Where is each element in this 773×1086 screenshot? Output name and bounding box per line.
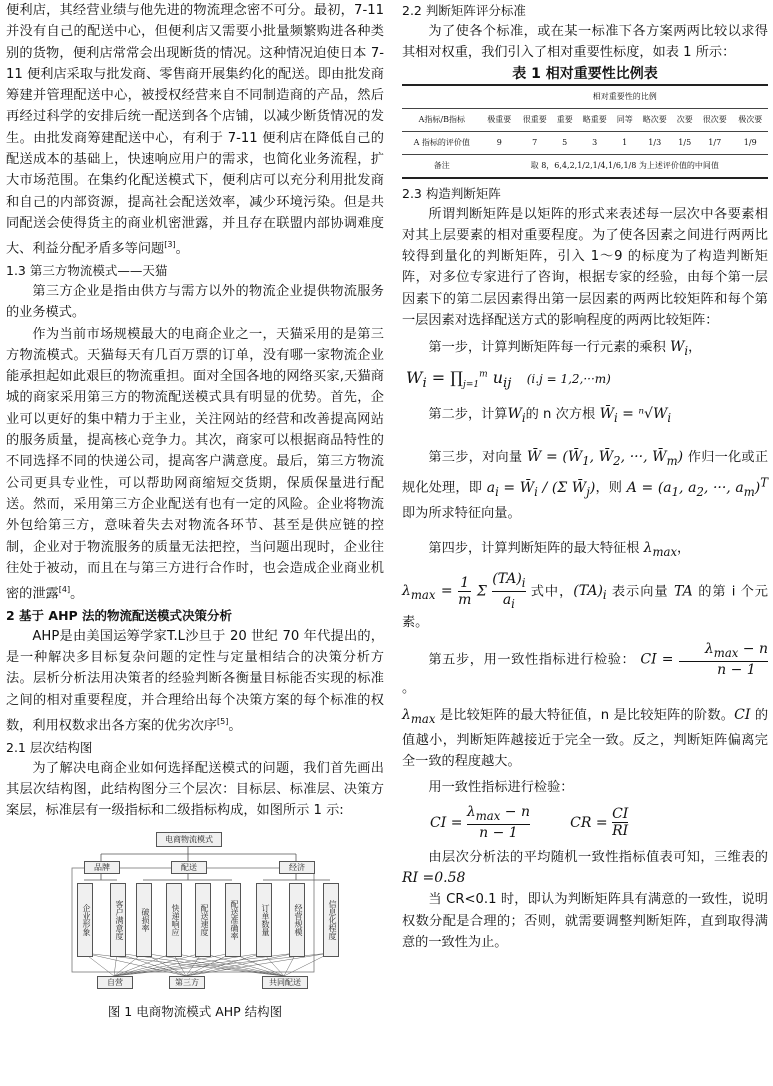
- subcriteria-node: 配送速度: [195, 883, 211, 957]
- paragraph: 作为当前市场规模最大的电商企业之一，天猫采用的是第三方物流模式。天猫每天有几百万票的订单，没有哪一家物流企业能承担起如此艰巨的物流重担。面对全国各地的网络买家,天猫商城的商家采用第三方的物流配送模式具有明显的优势。首先，企业可以更好的集中精力于主业，关注网站的经营和改善提高网站的服务质量，提高核心竞争力。其次，商家可以根据商品特性的不同选择不同的快递公司，提高客户满意度。最后，第三方物流公司更具专业性，可以帮助网商缩短交货期，保质保量进行配送。然而，采用第三方企业配送有也有一定的风险。企业将物流外包给第三方，意味着失去对物流各环节、甚至是供应链的控制，企业对于物流服务的质量无法把控，当问题出现时，企业往往处于被动，而且在与第三方进行合作时，也会造成企业商业机密的泄露[4]。: [6, 326, 384, 602]
- step-5: 第五步，用一致性指标进行检验： CI = $\frac{\lambda_{max} - n}{n - 1}$ 。: [402, 640, 768, 696]
- formula-product: $W_i$ = $\prod_{j=1}^m$ $u_{ij}$ (i.j = 1,2,···m): [406, 368, 611, 392]
- table-row: A 指标的评价值 9 7 5 3 1 1/3 1/5 1/7 1/9: [413, 138, 757, 148]
- right-column: [402, 0, 768, 953]
- alternative-node: 自营: [97, 976, 133, 989]
- subcriteria-node: 配送准确率: [225, 883, 241, 957]
- section-heading-2: 2 基于 AHP 法的物流配送模式决策分析: [6, 607, 233, 623]
- paragraph: 为了使各个标准，或在某一标准下各方案两两比较以求得其相对权重，我们引入了相对重要性标度，如表 1 所示：: [402, 24, 768, 61]
- paragraph: $\lambda_{max}$ 是比较矩阵的最大特征值，n 是比较矩阵的阶数。CI 的值越小，判断矩阵越接近于完全一致。反之，判断矩阵偏离完全一致的程度越大。: [402, 706, 768, 770]
- alternative-node: 共同配送: [262, 976, 308, 989]
- table-row: 备注 取 8，6,4,2,1/2,1/4,1/6,1/8 为上述评价值的中间值: [402, 154, 768, 178]
- table-header-row: A指标/B指标 极重要 很重要 重要 略重要 同等 略次要 次要 很次要 极次要: [402, 108, 768, 131]
- paragraph: AHP是由美国运筹学家T.L沙旦于 20 世纪 70 年代提出的，是一种解决多目标复杂问题的定性与定量相结合的决策分析方法。层析分析法用决策者的经验判断各衡量目标能否实现的标准之间的相对重要程度，并合理给出每个决策方案的每个标准的权数，利用权数求出各方案的优劣次序[5]。: [6, 628, 384, 734]
- step-1: 第一步，计算判断矩阵每一行元素的乘积 $W_i$，: [428, 339, 702, 359]
- subcriteria-node: 客户满意度: [110, 883, 126, 957]
- formula-ci-cr: CI = $\frac{\lambda_{max} - n}{n - 1}$ CR = $\frac{CI}{RI}$: [430, 803, 629, 841]
- table-title: 表 1 相对重要性比例表: [512, 65, 658, 82]
- figure-caption: 图 1 电商物流模式 AHP 结构图: [107, 1003, 283, 1019]
- subcriteria-node: 快递响应: [166, 883, 182, 957]
- alternative-node: 第三方: [169, 976, 205, 989]
- paragraph: 便利店，其经营业绩与他先进的物流理念密不可分。最初，7-11并没有自己的配送中心，但便利店又需要小批量频繁购进各种类别的货物，便利店常常会出现断货的情况。这种情况迫使日本 7-11 便利店采取与批发商、零售商开展集约化的配送。即由批发商筹建并管理配送中心，被授权经营来自不同制造商的产品，然后再经过科学的安排后统一配送到各个店铺，以减少断货情况的发生。由批发商筹建配送中心，有利于 7-11 便利店在降低自己的配送成本的基础上，快速响应用户的需求，也简化业务流程，扩大市场范围。在集约化配送模式下，便利店可以充分利用批发商和自己的内部资源，提高社会配送效率，减少环境污染。但是共同配送会使得货主的商业机密泄露，并且存在联盟内部协调难度大、利益分配矛盾多等问题[3]。: [6, 3, 384, 257]
- ahp-structure-figure: [6, 828, 384, 998]
- criteria-node: 配送: [171, 861, 207, 874]
- paragraph: 由层次分析法的平均随机一致性指标值表可知，三维表的 RI =0.58: [402, 849, 768, 887]
- criteria-node: 品牌: [84, 861, 120, 874]
- left-column: [6, 0, 384, 1020]
- paragraph: 用一致性指标进行检验：: [428, 779, 574, 795]
- subcriteria-node: 破损率: [136, 883, 152, 957]
- scale-table: [402, 84, 768, 179]
- table-group-header: 相对重要性的比例: [482, 85, 768, 109]
- subcriteria-node: 信息化程度: [323, 883, 339, 957]
- subcriteria-node: 订单数量: [256, 883, 272, 957]
- paragraph: 为了解决电商企业如何选择配送模式的问题，我们首先画出其层次结构图，此结构图分三个层次：目标层、标准层、决策方案层，标准层有一级指标和二级指标构成，如图所示 1 示:: [6, 760, 384, 819]
- section-heading-2-3: 2.3 构造判断矩阵: [402, 185, 501, 201]
- goal-node: 电商物流模式: [156, 832, 222, 847]
- paragraph: 当 CR<0.1 时，即认为判断矩阵具有满意的一致性，说明权数分配是合理的；否则，就需要调整判断矩阵，直到取得满意的一致性为止。: [402, 892, 768, 950]
- step-3: 第三步，对向量 W̄ = ($W̄_1$, $W̄_2$, ···, $W̄_m$) 作归一化或正规化处理，即 $a_i$ = $W̄_i / (\Sigma$ $W̄_j$)，则 $A = (a_1$, $a_2$, ···, $a_m)^T$ 即为所求特征向量。: [402, 448, 769, 521]
- subcriteria-node: 经营规模: [289, 883, 305, 957]
- section-heading-2-2: 2.2 判断矩阵评分标准: [402, 3, 526, 18]
- paragraph: 第三方企业是指由供方与需方以外的物流企业提供物流服务的业务模式。: [6, 283, 384, 321]
- step-2: 第二步，计算$W_i$的 n 次方根 $W̄_i = ^n√W_i$: [428, 405, 672, 425]
- section-heading-2-1: 2.1 层次结构图: [6, 739, 93, 755]
- paragraph: 所谓判断矩阵是以矩阵的形式来表述每一层次中各要素相对其上层要素的相对重要程度。为了使各因素之间进行两两比较得到量化的判断矩阵，引入 1～9 的标度为了构造判断矩阵，对多位专家进行了咨询，根据专家的经验，由每个第一层因素下的第二层因素得出第一层因素的两两比较矩阵和每个第一层因素对选择配送方式的影响程度的两两比较矩阵：: [402, 206, 768, 329]
- criteria-node: 经济: [279, 861, 315, 874]
- step-4: 第四步，计算判断矩阵的最大特征根 $\lambda_{max}$，: [428, 539, 691, 559]
- formula-lambda: $\lambda_{max}$ = $\frac{1}{m}$ Σ $\frac{(TA)_i}{a_i}$ 式中，$(TA)_i$ 表示向量 TA 的第 i 个元素。: [402, 570, 768, 630]
- subcriteria-node: 企业形象: [77, 883, 93, 957]
- section-heading-1-3: 1.3 第三方物流模式——天猫: [6, 262, 168, 278]
